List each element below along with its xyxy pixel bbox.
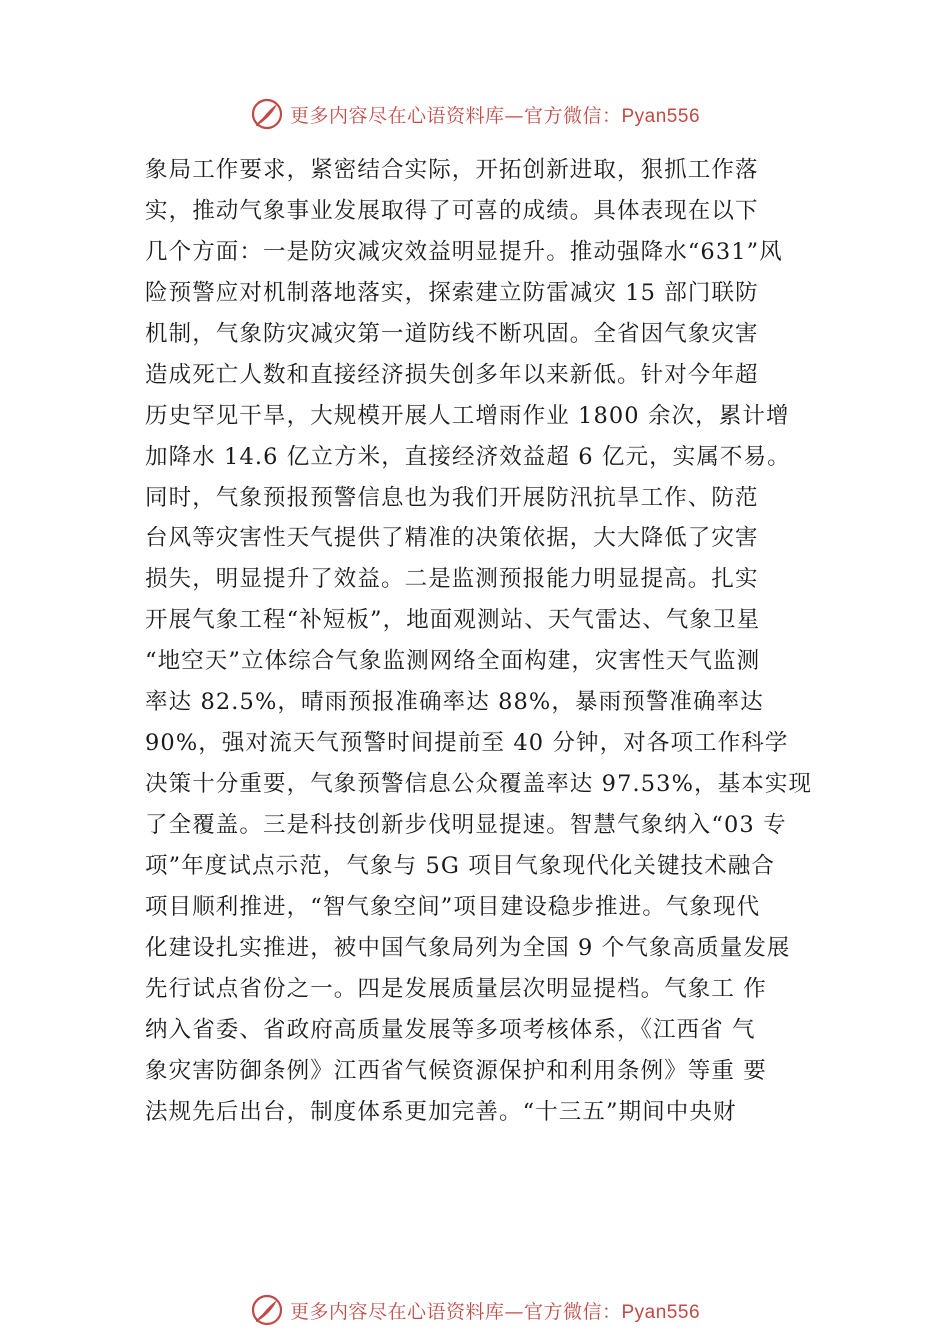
text-line: 实，推动气象事业发展取得了可喜的成绩。具体表现在以下	[145, 197, 759, 224]
text-line: 法规先后出台，制度体系更加完善。“十三五”期间中央财	[145, 1098, 737, 1125]
wechat-id: Pyan556	[621, 105, 701, 127]
text-line: 险预警应对机制落地落实，探索建立防雷减灾 15 部门联防	[145, 279, 759, 306]
text-line: 项目顺利推进，“智气象空间”项目建设稳步推进。气象现代	[145, 893, 761, 920]
text-line: 象局工作要求，紧密结合实际，开拓创新进取，狠抓工作落	[145, 157, 759, 183]
text-line: 历史罕见干旱，大规模开展人工增雨作业 1800 余次，累计增	[145, 402, 790, 429]
text-line: 了全覆盖。三是科技创新步伐明显提速。智慧气象纳入“03 专	[145, 812, 787, 838]
footer-banner	[0, 1290, 950, 1330]
text-line: 90%，强对流天气预警时间提前至 40 分钟，对各项工作科学	[145, 730, 789, 757]
quill-seal-logo-icon	[250, 1293, 284, 1327]
text-line: 化建设扎实推进，被中国气象局列为全国 9 个气象高质量发展	[145, 934, 791, 961]
banner-slogan: 更多内容尽在心语资料库—官方微信：Pyan556	[289, 1300, 701, 1323]
text-line: 项”年度试点示范，气象与 5G 项目气象现代化关键技术融合	[145, 852, 775, 879]
quill-seal-logo-icon	[250, 97, 284, 131]
text-line: 几个方面：一是防灾减灾效益明显提升。推动强降水“631”风	[145, 238, 783, 265]
document-body	[145, 150, 835, 1133]
text-line: 造成死亡人数和直接经济损失创多年以来新低。针对今年超	[145, 361, 759, 388]
text-line: 率达 82.5%，晴雨预报准确率达 88%，暴雨预警准确率达	[145, 689, 764, 716]
text-line: 决策十分重要，气象预警信息公众覆盖率达 97.53%，基本实现	[145, 771, 813, 798]
text-line: 加降水 14.6 亿立方米，直接经济效益超 6 亿元，实属不易。	[145, 443, 791, 470]
text-line: 台风等灾害性天气提供了精准的决策依据，大大降低了灾害	[145, 525, 759, 552]
banner-slogan: 更多内容尽在心语资料库—官方微信：Pyan556	[289, 104, 701, 127]
text-line: 先行试点省份之一。四是发展质量层次明显提档。气象工 作	[145, 975, 767, 1002]
header-banner	[0, 94, 950, 134]
text-line: “地空天”立体综合气象监测网络全面构建，灾害性天气监测	[145, 648, 761, 675]
text-line: 同时，气象预报预警信息也为我们开展防汛抗旱工作、防范	[145, 484, 759, 511]
text-line: 纳入省委、省政府高质量发展等多项考核体系，《江西省 气	[145, 1016, 756, 1043]
text-line: 机制，气象防灾减灾第一道防线不断巩固。全省因气象灾害	[145, 320, 759, 347]
text-line: 损失，明显提升了效益。二是监测预报能力明显提高。扎实	[145, 566, 759, 593]
text-line: 开展气象工程“补短板”，地面观测站、天气雷达、气象卫星	[145, 607, 761, 634]
wechat-id: Pyan556	[621, 1301, 701, 1323]
text-line: 象灾害防御条例》江西省气候资源保护和利用条例》等重 要	[145, 1057, 767, 1084]
